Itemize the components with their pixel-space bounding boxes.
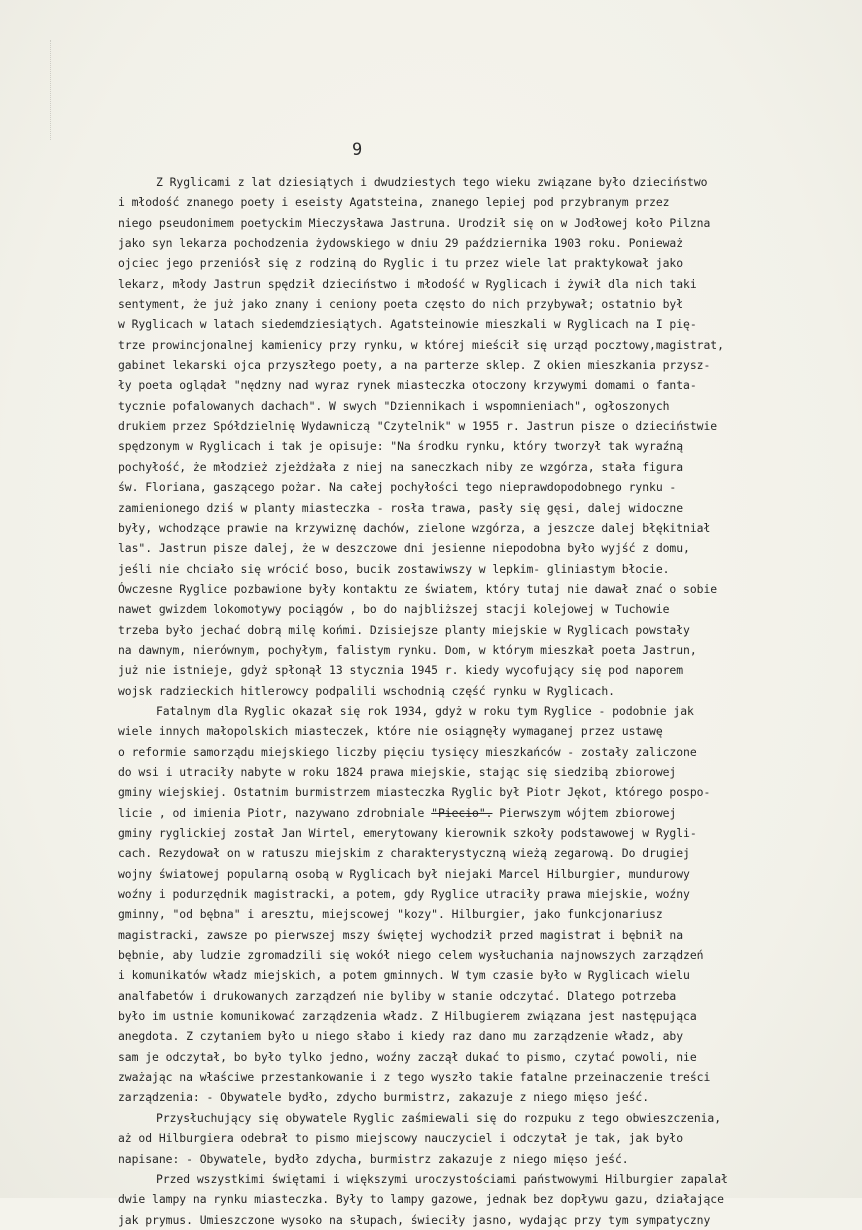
text-line: jak prymus. Umieszczone wysoko na słupach, świeciły jasno, wydając przy tym sympatyczny <box>118 1212 711 1227</box>
text-line: gminny, "od bębna" i aresztu, miejscowej "kozy". Hilburgier, jako funkcjonariusz <box>118 907 663 922</box>
text-line: lekarz, młody Jastrun spędził dzieciństwo i młodość w Ryglicach i żywił dla nich taki <box>118 276 697 291</box>
struck-text: "Piecio". <box>431 805 493 820</box>
text-line: dwie lampy na rynku miasteczka. Były to lampy gazowe, jednak bez dopływu gazu, działające <box>118 1192 724 1207</box>
text-line: aż od Hilburgiera odebrał to pismo miejscowy nauczyciel i odczytał je tak, jak było <box>118 1131 684 1146</box>
text-line: było im ustnie komunikować zarządzenia władz. Z Hilbugierem związana jest następująca <box>118 1009 697 1024</box>
text-line: Fatalnym dla Ryglic okazał się rok 1934, gdyż w roku tym Ryglice - podobnie jak <box>156 703 694 718</box>
text-line: Z Ryglicami z lat dziesiątych i dwudziestych tego wieku związane było dzieciństwo <box>156 175 708 189</box>
text-line: pochyłość, że młodzież zjeżdżała z niej na saneczkach niby ze wzgórza, stała figura <box>118 459 684 474</box>
text-line: napisane: - Obywatele, bydło zdycha, burmistrz zakazuje z niego mięso jeść. <box>118 1151 629 1166</box>
text-line: i komunikatów władz miejskich, a potem gminnych. W tym czasie było w Ryglicach wielu <box>118 968 690 983</box>
text-line: w Ryglicach w latach siedemdziesiątych. Agatsteinowie mieszkali w Ryglicach na I pię- <box>118 317 697 332</box>
text-line: Przed wszystkimi świętami i większymi uroczystościami państwowymi Hilburgier zapalał <box>156 1171 728 1186</box>
text-line: Przysłuchujący się obywatele Ryglic zaśmiewali się do rozpuku z tego obwieszczenia, <box>156 1110 722 1125</box>
text-line: już nie istnieje, gdyż spłonął 13 stycznia 1945 r. kiedy wycofujący się pod naporem <box>118 663 684 678</box>
typewritten-body <box>118 172 798 1230</box>
text-line: sam je odczytał, bo było tylko jedno, woźny zaczął dukać to pismo, czytać powoli, nie <box>118 1049 697 1064</box>
text-line: Ówczesne Ryglice pozbawione były kontaktu ze światem, który tutaj nie dawał znać o sobie <box>118 581 718 596</box>
text-line: wojsk radzieckich hitlerowcy podpalili wschodnią część rynku w Ryglicach. <box>118 683 615 698</box>
text-line: trze prowincjonalnej kamienicy przy rynku, w której mieścił się urząd pocztowy,magistrat, <box>118 337 724 352</box>
text-line: o reformie samorządu miejskiego liczby pięciu tysięcy mieszkańców - zostały zaliczone <box>118 744 697 759</box>
text-line: anegdota. Z czytaniem było u niego słabo i kiedy raz dano mu zarządzenie władz, aby <box>118 1029 684 1044</box>
text-line: jako syn lekarza pochodzenia żydowskiego w dniu 29 października 1903 roku. Ponieważ <box>118 236 684 251</box>
text-line: św. Floriana, gaszącego pożar. Na całej pochyłości tego nieprawdopodobnego rynku - <box>118 480 677 495</box>
margin-dots <box>50 40 53 140</box>
text-line: tycznie pofalowanych dachach". W swych "Dziennikach i wspomnieniach", ogłoszonych <box>118 398 670 413</box>
text-line: wiele innych małopolskich miasteczek, które nie osiągnęły wymaganej przez ustawę <box>118 724 663 739</box>
text-line: zamienionego dziś w planty miasteczka - rosła trawa, pasły się gęsi, dalej widoczne <box>118 500 684 515</box>
text-line: i młodość znanego poety i eseisty Agatsteina, znanego lepiej pod przybranym przez <box>118 195 670 210</box>
page-number: 9 <box>352 140 363 160</box>
text-line: gabinet lekarski ojca przyszłego poety, a na parterze sklep. Z okien mieszkania przysz- <box>118 358 711 373</box>
text-line: gminy wiejskiej. Ostatnim burmistrzem miasteczka Ryglic był Piotr Jękot, którego pospo- <box>118 785 711 800</box>
text-line: analfabetów i drukowanych zarządzeń nie byliby w stanie odczytać. Dlatego potrzeba <box>118 988 677 1003</box>
text-line: zarządzenia: - Obywatele bydło, zdycho burmistrz, zakazuje z niego mięso jeść. <box>118 1090 650 1105</box>
text-line: wojny światowej popularną osobą w Ryglicach był niejaki Marcel Hilburgier, mundurowy <box>118 866 690 881</box>
text-line: były, wchodzące prawie na krzywiznę dachów, zielone wzgórza, a jeszcze dalej błękitniał <box>118 520 711 535</box>
text-line: trzeba było jechać dobrą milę końmi. Dzisiejsze planty miejskie w Ryglicach powstały <box>118 622 690 637</box>
text-line: ły poeta oglądał "nędzny nad wyraz rynek miasteczka otoczony krzywymi domami o fanta- <box>118 378 697 393</box>
text-line: zważając na właściwe przestankowanie i z tego wyszło takie fatalne przeinaczenie treści <box>118 1070 711 1085</box>
text-line: niego pseudonimem poetyckim Mieczysława Jastruna. Urodził się on w Jodłowej koło Pilzna <box>118 215 711 230</box>
text-line: jeśli nie chciało się wrócić boso, bucik zostawiwszy w lepkim- gliniastym błocie. <box>118 561 670 576</box>
text-line: gminy ryglickiej został Jan Wirtel, emerytowany kierownik szkoły podstawowej w Rygli- <box>118 826 697 840</box>
text-line: nawet gwizdem lokomotywy pociągów , bo do najbliższej stacji kolejowej w Tuchowie <box>118 602 670 617</box>
text-line: licie , od imienia Piotr, nazywano zdrobniale "Piecio". Pierwszym wójtem zbiorowej <box>118 805 677 820</box>
text-line: spędzonym w Ryglicach i tak je opisuje: "Na środku rynku, który tworzył tak wyraźną <box>118 439 684 454</box>
text-line: woźny i podurzędnik magistracki, a potem, gdy Ryglice utraciły prawa miejskie, woźny <box>118 887 690 902</box>
text-line: bębnie, aby ludzie zgromadzili się wokół niego celem wysłuchania najnowszych zarządzeń <box>118 948 704 963</box>
text-line: cach. Rezydował on w ratuszu miejskim z charakterystyczną wieżą zegarową. Do drugiej <box>118 846 690 861</box>
text-line: las". Jastrun pisze dalej, że w deszczowe dni jesienne niepodobna było wyjść z domu, <box>118 541 690 556</box>
text-line: na dawnym, nierównym, pochyłym, falistym rynku. Dom, w którym mieszkał poeta Jastrun, <box>118 642 697 657</box>
text-line: drukiem przez Spółdzielnię Wydawniczą "Czytelnik" w 1955 r. Jastrun pisze o dzieciństwie <box>118 419 718 434</box>
text-line: ojciec jego przeniósł się z rodziną do Ryglic i tu przez wiele lat praktykował jako <box>118 256 684 271</box>
text-line: sentyment, że już jako znany i ceniony poeta często do nich przybywał; ostatnio był <box>118 297 684 312</box>
text-line: magistracki, zawsze po pierwszej mszy świętej wychodził przed magistrat i bębnił na <box>118 927 684 942</box>
text-line: do wsi i utraciły nabyte w roku 1824 prawa miejskie, stając się siedzibą zbiorowej <box>118 764 677 779</box>
